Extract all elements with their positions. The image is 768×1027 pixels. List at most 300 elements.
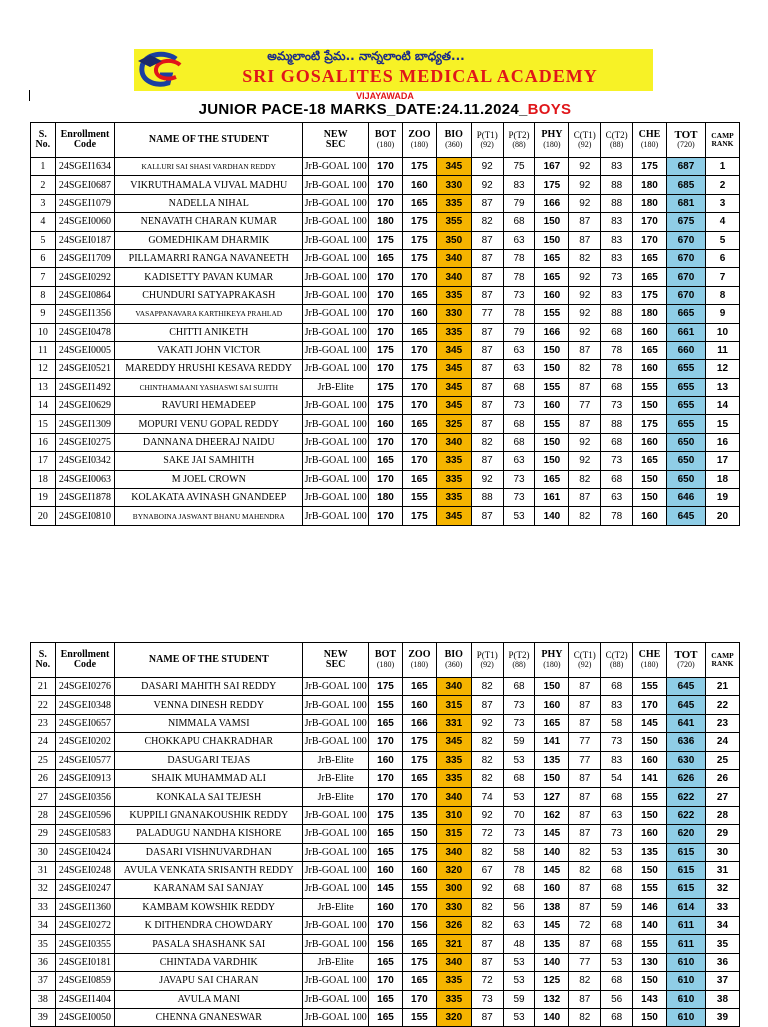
student-name: MAREDDY HRUSHI KESAVA REDDY <box>115 360 303 378</box>
bot-score: 170 <box>369 507 403 525</box>
ct1-score: 92 <box>569 305 601 323</box>
pt1-score: 82 <box>471 678 503 696</box>
header-row <box>31 123 740 158</box>
table-row <box>31 268 740 286</box>
pt1-score: 82 <box>471 769 503 787</box>
col-header-bio: BIO (360) <box>436 643 471 678</box>
camp-rank: 25 <box>705 751 739 769</box>
pt1-score: 82 <box>471 751 503 769</box>
camp-rank: 11 <box>705 341 739 359</box>
table-row <box>31 194 740 212</box>
bot-score: 175 <box>369 678 403 696</box>
ct2-score: 83 <box>601 286 633 304</box>
pt2-score: 63 <box>503 360 535 378</box>
section: JrB-Elite <box>303 769 369 787</box>
ct1-score: 87 <box>569 696 601 714</box>
bio-score: 335 <box>436 286 471 304</box>
col-header-bot: BOT (180) <box>369 643 403 678</box>
bot-score: 165 <box>369 249 403 267</box>
pt1-score: 92 <box>471 806 503 824</box>
bot-score: 170 <box>369 917 403 935</box>
table-row <box>31 751 740 769</box>
col-header-tot: TOT (720) <box>666 123 705 158</box>
ct2-score: 83 <box>601 696 633 714</box>
total-score: 611 <box>666 917 705 935</box>
bot-score: 165 <box>369 714 403 732</box>
ct1-score: 77 <box>569 733 601 751</box>
bot-score: 160 <box>369 898 403 916</box>
zoo-score: 170 <box>402 788 436 806</box>
student-name: DANNANA DHEERAJ NAIDU <box>115 433 303 451</box>
camp-rank: 1 <box>705 158 739 176</box>
phy-score: 150 <box>535 769 569 787</box>
bio-score: 340 <box>436 788 471 806</box>
student-name: NENAVATH CHARAN KUMAR <box>115 213 303 231</box>
enrollment-code: 24SGEI0060 <box>55 213 115 231</box>
table-row <box>31 898 740 916</box>
total-score: 610 <box>666 972 705 990</box>
city-label: VIJAYAWADA <box>356 91 414 101</box>
phy-score: 166 <box>535 323 569 341</box>
enrollment-code: 24SGEI0521 <box>55 360 115 378</box>
sno: 34 <box>31 917 56 935</box>
pt1-score: 72 <box>471 825 503 843</box>
camp-rank: 27 <box>705 788 739 806</box>
bio-score: 340 <box>436 953 471 971</box>
sno: 10 <box>31 323 56 341</box>
total-score: 670 <box>666 268 705 286</box>
ct2-score: 68 <box>601 917 633 935</box>
pt1-score: 92 <box>471 176 503 194</box>
bot-score: 160 <box>369 415 403 433</box>
che-score: 150 <box>633 972 667 990</box>
pt1-score: 77 <box>471 305 503 323</box>
sno: 18 <box>31 470 56 488</box>
phy-score: 132 <box>535 990 569 1008</box>
student-name: JAVAPU SAI CHARAN <box>115 972 303 990</box>
sno: 35 <box>31 935 56 953</box>
phy-score: 145 <box>535 861 569 879</box>
student-name: KAMBAM KOWSHIK REDDY <box>115 898 303 916</box>
zoo-score: 170 <box>402 268 436 286</box>
sno: 16 <box>31 433 56 451</box>
total-score: 610 <box>666 990 705 1008</box>
camp-rank: 6 <box>705 249 739 267</box>
title-accent: BOYS <box>527 101 572 118</box>
pt1-score: 82 <box>471 843 503 861</box>
section: JrB-GOAL 100 <box>303 176 369 194</box>
student-name: SAKE JAI SAMHITH <box>115 452 303 470</box>
student-name: KONKALA SAI TEJESH <box>115 788 303 806</box>
bio-score: 335 <box>436 452 471 470</box>
pt1-score: 87 <box>471 360 503 378</box>
ct2-score: 83 <box>601 158 633 176</box>
ct2-score: 83 <box>601 249 633 267</box>
pt2-score: 68 <box>503 433 535 451</box>
section: JrB-GOAL 100 <box>303 249 369 267</box>
enrollment-code: 24SGEI0348 <box>55 696 115 714</box>
che-score: 150 <box>633 470 667 488</box>
phy-score: 150 <box>535 231 569 249</box>
total-score: 670 <box>666 231 705 249</box>
marks-table-2 <box>30 642 740 1027</box>
table-row <box>31 433 740 451</box>
pt2-score: 53 <box>503 953 535 971</box>
bio-score: 330 <box>436 176 471 194</box>
sno: 28 <box>31 806 56 824</box>
enrollment-code: 24SGEI0276 <box>55 678 115 696</box>
table-row <box>31 341 740 359</box>
zoo-score: 170 <box>402 452 436 470</box>
enrollment-code: 24SGEI0859 <box>55 972 115 990</box>
bot-score: 170 <box>369 305 403 323</box>
total-score: 685 <box>666 176 705 194</box>
ct2-score: 88 <box>601 305 633 323</box>
ct1-score: 82 <box>569 843 601 861</box>
enrollment-code: 24SGEI0596 <box>55 806 115 824</box>
pt2-score: 78 <box>503 249 535 267</box>
phy-score: 162 <box>535 806 569 824</box>
zoo-score: 175 <box>402 249 436 267</box>
enrollment-code: 24SGEI0181 <box>55 953 115 971</box>
che-score: 160 <box>633 825 667 843</box>
phy-score: 140 <box>535 953 569 971</box>
pt1-score: 87 <box>471 194 503 212</box>
pt2-score: 73 <box>503 397 535 415</box>
bio-score: 355 <box>436 213 471 231</box>
enrollment-code: 24SGEI0292 <box>55 268 115 286</box>
sno: 30 <box>31 843 56 861</box>
che-score: 180 <box>633 305 667 323</box>
che-score: 155 <box>633 678 667 696</box>
ct2-score: 56 <box>601 990 633 1008</box>
col-header-sec: NEW SEC <box>303 123 369 158</box>
pt2-score: 83 <box>503 176 535 194</box>
bot-score: 170 <box>369 286 403 304</box>
che-score: 150 <box>633 1009 667 1027</box>
phy-score: 155 <box>535 305 569 323</box>
table-row <box>31 305 740 323</box>
sno: 36 <box>31 953 56 971</box>
table-row <box>31 678 740 696</box>
zoo-score: 175 <box>402 213 436 231</box>
student-name: CHUNDURI SATYAPRAKASH <box>115 286 303 304</box>
bio-score: 300 <box>436 880 471 898</box>
pt1-score: 87 <box>471 696 503 714</box>
section: JrB-GOAL 100 <box>303 231 369 249</box>
ct1-score: 87 <box>569 341 601 359</box>
ct1-score: 87 <box>569 415 601 433</box>
bio-score: 340 <box>436 268 471 286</box>
phy-score: 138 <box>535 898 569 916</box>
pt2-score: 68 <box>503 213 535 231</box>
pt1-score: 87 <box>471 286 503 304</box>
total-score: 610 <box>666 1009 705 1027</box>
total-score: 615 <box>666 843 705 861</box>
table-row <box>31 231 740 249</box>
zoo-score: 155 <box>402 880 436 898</box>
student-name: DASARI VISHNUVARDHAN <box>115 843 303 861</box>
ct2-score: 73 <box>601 397 633 415</box>
enrollment-code: 24SGEI0342 <box>55 452 115 470</box>
camp-rank: 13 <box>705 378 739 396</box>
ct2-score: 68 <box>601 433 633 451</box>
pt2-score: 73 <box>503 696 535 714</box>
zoo-score: 155 <box>402 489 436 507</box>
phy-score: 155 <box>535 378 569 396</box>
ct1-score: 87 <box>569 714 601 732</box>
enrollment-code: 24SGEI0275 <box>55 433 115 451</box>
col-header-zoo: ZOO (180) <box>402 643 436 678</box>
camp-rank: 38 <box>705 990 739 1008</box>
student-name: VAKATI JOHN VICTOR <box>115 341 303 359</box>
table-row <box>31 733 740 751</box>
enrollment-code: 24SGEI0272 <box>55 917 115 935</box>
total-score: 610 <box>666 953 705 971</box>
phy-score: 140 <box>535 507 569 525</box>
sno: 27 <box>31 788 56 806</box>
student-name: CHINTADA VARDHIK <box>115 953 303 971</box>
ct2-score: 78 <box>601 360 633 378</box>
sno: 12 <box>31 360 56 378</box>
col-header-bot: BOT (180) <box>369 123 403 158</box>
bot-score: 170 <box>369 158 403 176</box>
ct2-score: 73 <box>601 825 633 843</box>
pt2-score: 53 <box>503 788 535 806</box>
zoo-score: 156 <box>402 917 436 935</box>
col-header-sno: S. No. <box>31 123 56 158</box>
ct1-score: 77 <box>569 397 601 415</box>
sno: 3 <box>31 194 56 212</box>
bio-score: 340 <box>436 843 471 861</box>
sno: 31 <box>31 861 56 879</box>
sno: 29 <box>31 825 56 843</box>
sno: 32 <box>31 880 56 898</box>
sno: 9 <box>31 305 56 323</box>
camp-rank: 30 <box>705 843 739 861</box>
enrollment-code: 24SGEI0810 <box>55 507 115 525</box>
camp-rank: 4 <box>705 213 739 231</box>
phy-score: 166 <box>535 194 569 212</box>
table-row <box>31 972 740 990</box>
section: JrB-GOAL 100 <box>303 507 369 525</box>
camp-rank: 2 <box>705 176 739 194</box>
pt2-score: 63 <box>503 452 535 470</box>
bio-score: 320 <box>436 861 471 879</box>
sno: 33 <box>31 898 56 916</box>
pt2-score: 78 <box>503 305 535 323</box>
pt1-score: 87 <box>471 268 503 286</box>
bot-score: 170 <box>369 972 403 990</box>
total-score: 655 <box>666 415 705 433</box>
ct1-score: 92 <box>569 286 601 304</box>
total-score: 636 <box>666 733 705 751</box>
table-row <box>31 861 740 879</box>
ct1-score: 87 <box>569 788 601 806</box>
pt2-score: 58 <box>503 843 535 861</box>
ct2-score: 68 <box>601 935 633 953</box>
bot-score: 165 <box>369 953 403 971</box>
enrollment-code: 24SGEI0629 <box>55 397 115 415</box>
ct2-score: 68 <box>601 861 633 879</box>
total-score: 615 <box>666 880 705 898</box>
table-row <box>31 360 740 378</box>
che-score: 150 <box>633 861 667 879</box>
zoo-score: 160 <box>402 696 436 714</box>
enrollment-code: 24SGEI0657 <box>55 714 115 732</box>
camp-rank: 23 <box>705 714 739 732</box>
sno: 4 <box>31 213 56 231</box>
bio-score: 335 <box>436 769 471 787</box>
pt2-score: 68 <box>503 378 535 396</box>
enrollment-code: 24SGEI1709 <box>55 249 115 267</box>
table-row <box>31 880 740 898</box>
col-header-sec: NEW SEC <box>303 643 369 678</box>
total-score: 630 <box>666 751 705 769</box>
pt1-score: 72 <box>471 972 503 990</box>
pt1-score: 87 <box>471 249 503 267</box>
tagline: అమ్మలాంటి ప్రేమ.. నాన్నలాంటి బాధ్యత... <box>267 49 465 63</box>
ct1-score: 92 <box>569 176 601 194</box>
bio-score: 345 <box>436 341 471 359</box>
bio-score: 335 <box>436 194 471 212</box>
pt2-score: 79 <box>503 194 535 212</box>
student-name: PILLAMARRI RANGA NAVANEETH <box>115 249 303 267</box>
student-name: BYNABOINA JASWANT BHANU MAHENDRA <box>115 507 303 525</box>
zoo-score: 165 <box>402 286 436 304</box>
col-header-tot: TOT (720) <box>666 643 705 678</box>
ct2-score: 68 <box>601 470 633 488</box>
bot-score: 170 <box>369 268 403 286</box>
header-row <box>31 643 740 678</box>
phy-score: 145 <box>535 917 569 935</box>
col-header-bio: BIO (360) <box>436 123 471 158</box>
ct2-score: 68 <box>601 880 633 898</box>
pt2-score: 68 <box>503 769 535 787</box>
gosalites-logo-icon <box>136 51 186 89</box>
total-score: 661 <box>666 323 705 341</box>
che-score: 146 <box>633 898 667 916</box>
phy-score: 150 <box>535 341 569 359</box>
col-header-pt2: P(T2) (88) <box>503 643 535 678</box>
camp-rank: 24 <box>705 733 739 751</box>
sno: 2 <box>31 176 56 194</box>
table-row <box>31 249 740 267</box>
bot-score: 170 <box>369 769 403 787</box>
che-score: 165 <box>633 249 667 267</box>
bot-score: 170 <box>369 733 403 751</box>
col-header-ct2: C(T2) (88) <box>601 643 633 678</box>
phy-score: 165 <box>535 268 569 286</box>
total-score: 660 <box>666 341 705 359</box>
pt1-score: 74 <box>471 788 503 806</box>
camp-rank: 39 <box>705 1009 739 1027</box>
sno: 26 <box>31 769 56 787</box>
section: JrB-Elite <box>303 953 369 971</box>
ct2-score: 68 <box>601 378 633 396</box>
camp-rank: 16 <box>705 433 739 451</box>
enrollment-code: 24SGEI0050 <box>55 1009 115 1027</box>
ct1-score: 87 <box>569 825 601 843</box>
col-header-ct2: C(T2) (88) <box>601 123 633 158</box>
phy-score: 150 <box>535 433 569 451</box>
col-header-sno: S. No. <box>31 643 56 678</box>
camp-rank: 8 <box>705 286 739 304</box>
student-name: DASARI MAHITH SAI REDDY <box>115 678 303 696</box>
section: JrB-GOAL 100 <box>303 415 369 433</box>
bot-score: 165 <box>369 1009 403 1027</box>
camp-rank: 14 <box>705 397 739 415</box>
section: JrB-Elite <box>303 378 369 396</box>
ct1-score: 82 <box>569 249 601 267</box>
total-score: 620 <box>666 825 705 843</box>
col-header-ct1: C(T1) (92) <box>569 643 601 678</box>
bot-score: 175 <box>369 806 403 824</box>
zoo-score: 170 <box>402 378 436 396</box>
section: JrB-Elite <box>303 788 369 806</box>
enrollment-code: 24SGEI0356 <box>55 788 115 806</box>
che-score: 160 <box>633 507 667 525</box>
enrollment-code: 24SGEI0247 <box>55 880 115 898</box>
ct2-score: 68 <box>601 323 633 341</box>
col-header-name: NAME OF THE STUDENT <box>115 643 303 678</box>
table-row <box>31 397 740 415</box>
pt1-score: 87 <box>471 1009 503 1027</box>
zoo-score: 175 <box>402 158 436 176</box>
zoo-score: 160 <box>402 861 436 879</box>
student-name: VENNA DINESH REDDY <box>115 696 303 714</box>
enrollment-code: 24SGEI1356 <box>55 305 115 323</box>
table-row <box>31 825 740 843</box>
che-score: 135 <box>633 843 667 861</box>
ct1-score: 87 <box>569 935 601 953</box>
camp-rank: 33 <box>705 898 739 916</box>
enrollment-code: 24SGEI0687 <box>55 176 115 194</box>
che-score: 150 <box>633 806 667 824</box>
pt1-score: 92 <box>471 714 503 732</box>
pt2-score: 73 <box>503 825 535 843</box>
table-row <box>31 696 740 714</box>
ct2-score: 73 <box>601 452 633 470</box>
ct1-score: 82 <box>569 1009 601 1027</box>
camp-rank: 15 <box>705 415 739 433</box>
phy-score: 155 <box>535 415 569 433</box>
student-name: VIKRUTHAMALA VIJVAL MADHU <box>115 176 303 194</box>
phy-score: 145 <box>535 825 569 843</box>
table-row <box>31 917 740 935</box>
section: JrB-GOAL 100 <box>303 433 369 451</box>
col-header-phy: PHY (180) <box>535 123 569 158</box>
bot-score: 170 <box>369 360 403 378</box>
zoo-score: 175 <box>402 843 436 861</box>
che-score: 175 <box>633 415 667 433</box>
table-row <box>31 788 740 806</box>
zoo-score: 160 <box>402 305 436 323</box>
che-score: 150 <box>633 733 667 751</box>
student-name: GOMEDHIKAM DHARMIK <box>115 231 303 249</box>
ct1-score: 82 <box>569 360 601 378</box>
camp-rank: 21 <box>705 678 739 696</box>
che-score: 140 <box>633 917 667 935</box>
section: JrB-GOAL 100 <box>303 825 369 843</box>
total-score: 655 <box>666 360 705 378</box>
che-score: 130 <box>633 953 667 971</box>
academy-name: SRI GOSALITES MEDICAL ACADEMY <box>242 66 598 86</box>
ct1-score: 92 <box>569 268 601 286</box>
bot-score: 145 <box>369 880 403 898</box>
che-score: 165 <box>633 452 667 470</box>
bio-score: 330 <box>436 305 471 323</box>
